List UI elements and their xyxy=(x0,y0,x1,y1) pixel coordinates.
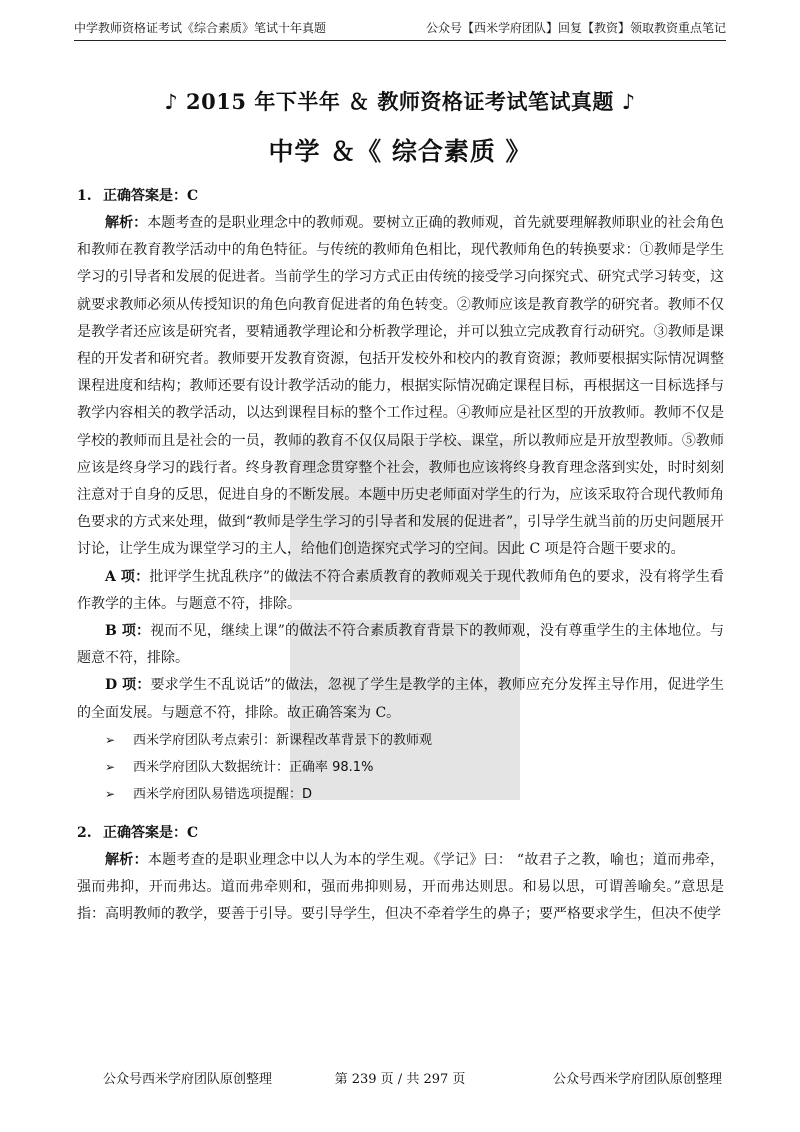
analysis-label: 解析： xyxy=(105,215,148,231)
bullet-item xyxy=(77,781,724,808)
question-1-header xyxy=(77,183,724,210)
analysis-label: 解析： xyxy=(105,851,148,868)
arrow-bullet-icon: ➢ xyxy=(105,759,116,774)
exam-title: ♪ 2015 年下半年 ＆ 教师资格证考试笔试真题 ♪ xyxy=(164,89,636,114)
subject-title: 中学 ＆《 综合素质 》 xyxy=(268,137,532,166)
question-2-answer: 正确答案是：C xyxy=(103,824,199,841)
page-number: 第 239 页 / 共 297 页 xyxy=(334,1072,466,1087)
option-a-text: 批评学生扰乱秩序”的做法不符合素质教育的教师观关于现代教师角色的要求，没有将学生看作教学的主体。与题意不符，排除。 xyxy=(77,568,724,612)
question-2-header xyxy=(77,820,724,847)
bullet-text: 西米学府团队大数据统计：正确率 98.1% xyxy=(133,759,374,775)
arrow-bullet-icon: ➢ xyxy=(105,732,116,747)
analysis-text: 本题考查的是职业理念中以人为本的学生观。《学记》曰： “故君子之教，喻也；道而弗牵，强而弗抑，开而弗达。道而弗牵则和，强而弗抑则易，开而弗达则思。和易以思，可谓善喻矣。”意思是指：高明教师的教学，要善于引导。要引导学生，但决不牵着学生的鼻子；要严格要求学生，但决不使学 xyxy=(77,851,725,923)
page-header xyxy=(74,14,726,41)
footer-left-text: 公众号西米学府团队原创整理 xyxy=(103,1072,273,1087)
option-a-analysis xyxy=(77,564,724,618)
option-b-label: B 项： xyxy=(105,623,151,640)
document-body xyxy=(77,183,724,928)
question-1-number: 1. xyxy=(77,188,92,204)
question-2-number: 2. xyxy=(77,824,92,841)
question-1-answer: 正确答案是：C xyxy=(103,188,199,204)
option-d-text: 要求学生不乱说话”的做法，忽视了学生是教学的主体，教师应充分发挥主导作用，促进学生的全面发展。与题意不符，排除。故正确答案为 C。 xyxy=(77,677,725,721)
question-1-analysis xyxy=(77,210,724,564)
bullet-text: 西米学府团队易错选项提醒：D xyxy=(133,786,313,802)
bullet-item xyxy=(77,754,724,781)
footer-right-text: 公众号西米学府团队原创整理 xyxy=(552,1072,722,1087)
option-a-label: A 项： xyxy=(105,568,150,585)
header-right-text: 公众号【西米学府团队】回复【教资】领取教资重点笔记 xyxy=(425,21,726,35)
option-d-analysis xyxy=(77,672,724,726)
bullet-item xyxy=(77,727,724,754)
option-d-label: D 项： xyxy=(105,677,151,694)
header-left-text: 中学教师资格证考试《综合素质》笔试十年真题 xyxy=(74,21,327,35)
option-b-analysis xyxy=(77,618,724,672)
option-b-text: 视而不见，继续上课”的做法不符合素质教育背景下的教师观，没有尊重学生的主体地位。与题意不符，排除。 xyxy=(77,623,725,667)
analysis-text: 本题考查的是职业理念中的教师观。要树立正确的教师观，首先就要理解教师职业的社会角色和教师在教育教学活动中的角色特征。与传统的教师角色相比，现代教师角色的转换要求：①教师是学生学习的引导者和发展的促进者。当前学生的学习方式正由传统的接受学习向探究式、研究式学习转变，这就要求教师必须从传授知识的角色向教育促进者的角色转变。②教师应该是教育教学的研究者。教师不仅是教学者还应该是研究者，要精通教学理论和分析教学理论，并可以独立完成教育行动研究。③教师是课程的开发者和研究者。教师要开发教育资源，包括开发校外和校内的教育资源；教师要根据实际情况调整课程进度和结构；教师还要有设计教学活动的能力，根据实际情况确定课程目标，再根据这一目标选择与教学内容相关的教学活动，以达到课程目标的整个工作过程。④教师应是社区型的开放教师。教师不仅是学校的教师而且是社会的一员，教师的教育不仅仅局限于学校、课堂，所以教师应是开放型教师。⑤教师应该是终身学习的践行者。终身教育理念贯穿整个社会，教师也应该将终身教育理念落到实处，时时刻刻注意对于自身的反思，促进自身的不断发展。本题中历史老师面对学生的行为，应该采取符合现代教师角色要求的方式来处理，做到“教师是学生学习的引导者和发展的促进者”，引导学生就当前的历史问题展开讨论，让学生成为课堂学习的主人，给他们创造探究式学习的空间。因此 C 项是符合题干要求的。 xyxy=(77,215,725,558)
bullet-text: 西米学府团队考点索引：新课程改革背景下的教师观 xyxy=(133,732,433,748)
question-2-analysis xyxy=(77,847,724,929)
arrow-bullet-icon: ➢ xyxy=(105,786,116,801)
